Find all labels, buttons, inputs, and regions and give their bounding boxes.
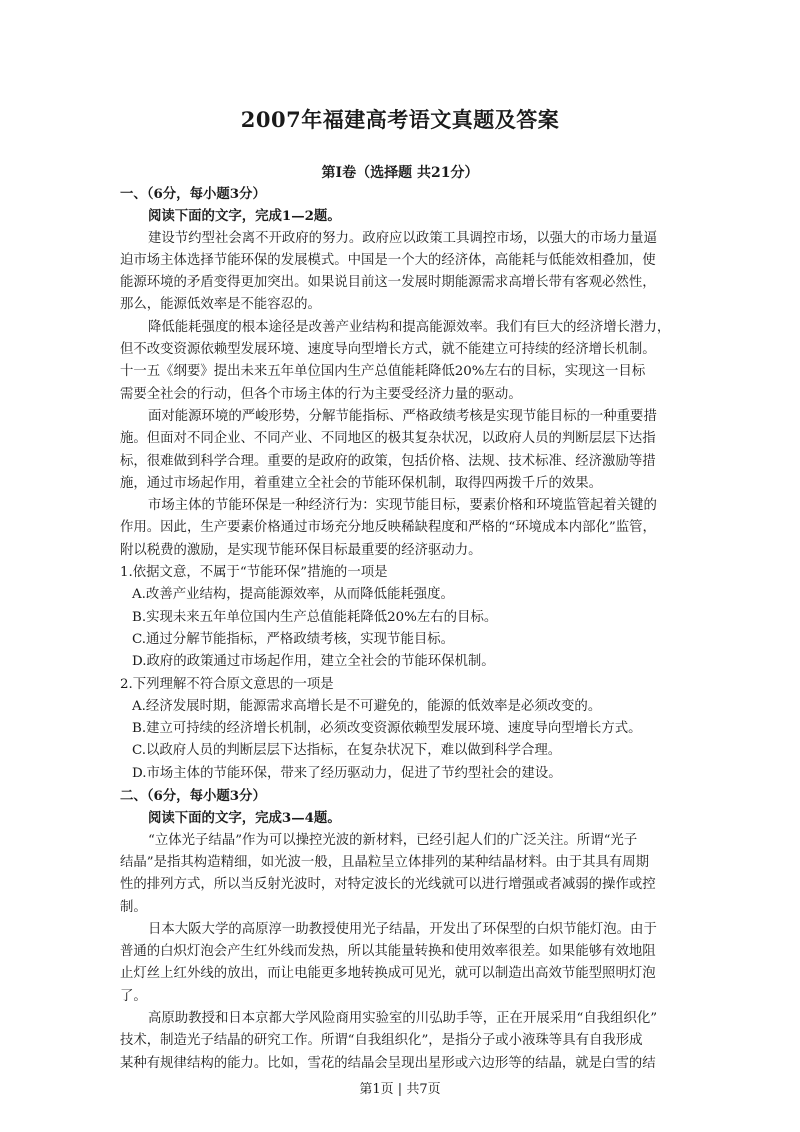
text-line: 高原助教授和日本京都大学风险商用实验室的川弘助手等，正在开展采用“自我组织化” (148, 1010, 658, 1026)
text-line: 性的排列方式，所以当反射光波时，对特定波长的光线就可以进行增强或者减弱的操作或控 (120, 877, 656, 893)
text-line: 日本大阪大学的高原淳一助教授使用光子结晶，开发出了环保型的白炽节能灯泡。由于 (148, 921, 657, 937)
text-line: 需要全社会的行动，但各个市场主体的行为主要受经济力量的驱动。 (120, 386, 522, 402)
text-line: 能源环境的矛盾变得更加突出。如果说目前这一发展时期能源需求高增长带有客观必然性， (120, 275, 656, 291)
text-line: 制。 (120, 899, 147, 915)
page-footer: 第1页 | 共7页 (359, 1082, 441, 1097)
text-line: 标，很难做到科学合理。重要的是政府的政策，包括价格、法规、技术标准、经济激励等措 (120, 453, 656, 469)
document-title: 2007年福建高考语文真题及答案 (240, 107, 560, 132)
text-line: D.市场主体的节能环保，带来了经历驱动力，促进了节约型社会的建设。 (132, 765, 562, 781)
document-body (120, 183, 688, 1075)
text-line: 但不改变资源依赖型发展环境、速度导向型增长方式，就不能建立可持续的经济增长机制。 (120, 342, 656, 358)
text-line: 了。 (120, 988, 147, 1004)
text-line: 阅读下面的文字，完成3—4题。 (148, 810, 341, 827)
text-line: B.建立可持续的经济增长机制，必须改变资源依赖型发展环境、速度导向型增长方式。 (132, 721, 642, 737)
text-line: 十一五《纲要》提出未来五年单位国内生产总值能耗降低20%左右的目标，实现这一目标 (120, 364, 646, 380)
text-line: 结晶”是指其构造精细，如光波一般，且晶粒呈立体排列的某种结晶材料。由于其具有周期 (120, 854, 650, 870)
text-line: 普通的白炽灯泡会产生红外线而发热，所以其能量转换和使用效率很差。如果能够有效地阻 (120, 944, 656, 960)
text-line: 1.依据文意，不属于“节能环保”措施的一项是 (120, 565, 388, 581)
text-line: 阅读下面的文字，完成1—2题。 (148, 208, 341, 225)
text-line: A.经济发展时期，能源需求高增长是不可避免的，能源的低效率是必须改变的。 (132, 698, 602, 714)
text-line: “立体光子结晶”作为可以操控光波的新材料，已经引起人们的广泛关注。所谓“光子 (148, 832, 638, 848)
text-line: 市场主体的节能环保是一种经济行为：实现节能目标，要素价格和环境监管起着关键的 (148, 498, 657, 514)
text-line: 那么，能源低效率是不能容忍的。 (120, 297, 321, 313)
text-line: 2.下列理解不符合原文意思的一项是 (120, 676, 334, 692)
text-line: 迫市场主体选择节能环保的发展模式。中国是一个大的经济体，高能耗与低能效相叠加，使 (120, 252, 656, 268)
text-line: 作用。因此，生产要素价格通过市场充分地反映稀缺程度和严格的“环境成本内部化”监管， (120, 520, 656, 536)
text-line: A.改善产业结构，提高能源效率，从而降低能耗强度。 (132, 587, 454, 603)
text-line: B.实现未来五年单位国内生产总值能耗降低20%左右的目标。 (132, 609, 498, 625)
text-line: C.以政府人员的判断层层下达指标，在复杂状况下，难以做到科学合理。 (132, 743, 562, 759)
text-line: D.政府的政策通过市场起作用，建立全社会的节能环保机制。 (132, 654, 495, 670)
text-line: 施。但面对不同企业、不同产业、不同地区的极其复杂状况，以政府人员的判断层层下达指 (120, 431, 656, 447)
text-line: 附以税费的激励，是实现节能环保目标最重要的经济驱动力。 (120, 542, 482, 558)
text-line: C.通过分解节能指标，严格政绩考核，实现节能目标。 (132, 631, 455, 647)
text-line: 施，通过市场起作用，着重建立全社会的节能环保机制，取得四两拨千斤的效果。 (120, 475, 603, 491)
text-line: 建设节约型社会离不开政府的努力。政府应以政策工具调控市场，以强大的市场力量逼 (148, 230, 657, 246)
text-line: 某种有规律结构的能力。比如，雪花的结晶会呈现出星形或六边形等的结晶，就是白雪的结 (120, 1055, 656, 1071)
text-line: 降低能耗强度的根本途径是改善产业结构和提高能源效率。我们有巨大的经济增长潜力， (148, 319, 671, 335)
text-line: 技术，制造光子结晶的研究工作。所谓“自我组织化”，是指分子或小液珠等具有自我形成 (120, 1033, 643, 1049)
text-line: 二、（6分，每小题3分） (120, 788, 266, 805)
text-line: 一、（6分，每小题3分） (120, 186, 266, 202)
text-line: 面对能源环境的严峻形势，分解节能指标、严格政绩考核是实现节能目标的一种重要措 (148, 408, 657, 424)
text-line: 止灯丝上红外线的放出，而让电能更多地转换成可见光，就可以制造出高效节能型照明灯泡 (120, 966, 656, 982)
part-title: 第Ⅰ卷（选择题 共21分） (321, 165, 479, 181)
